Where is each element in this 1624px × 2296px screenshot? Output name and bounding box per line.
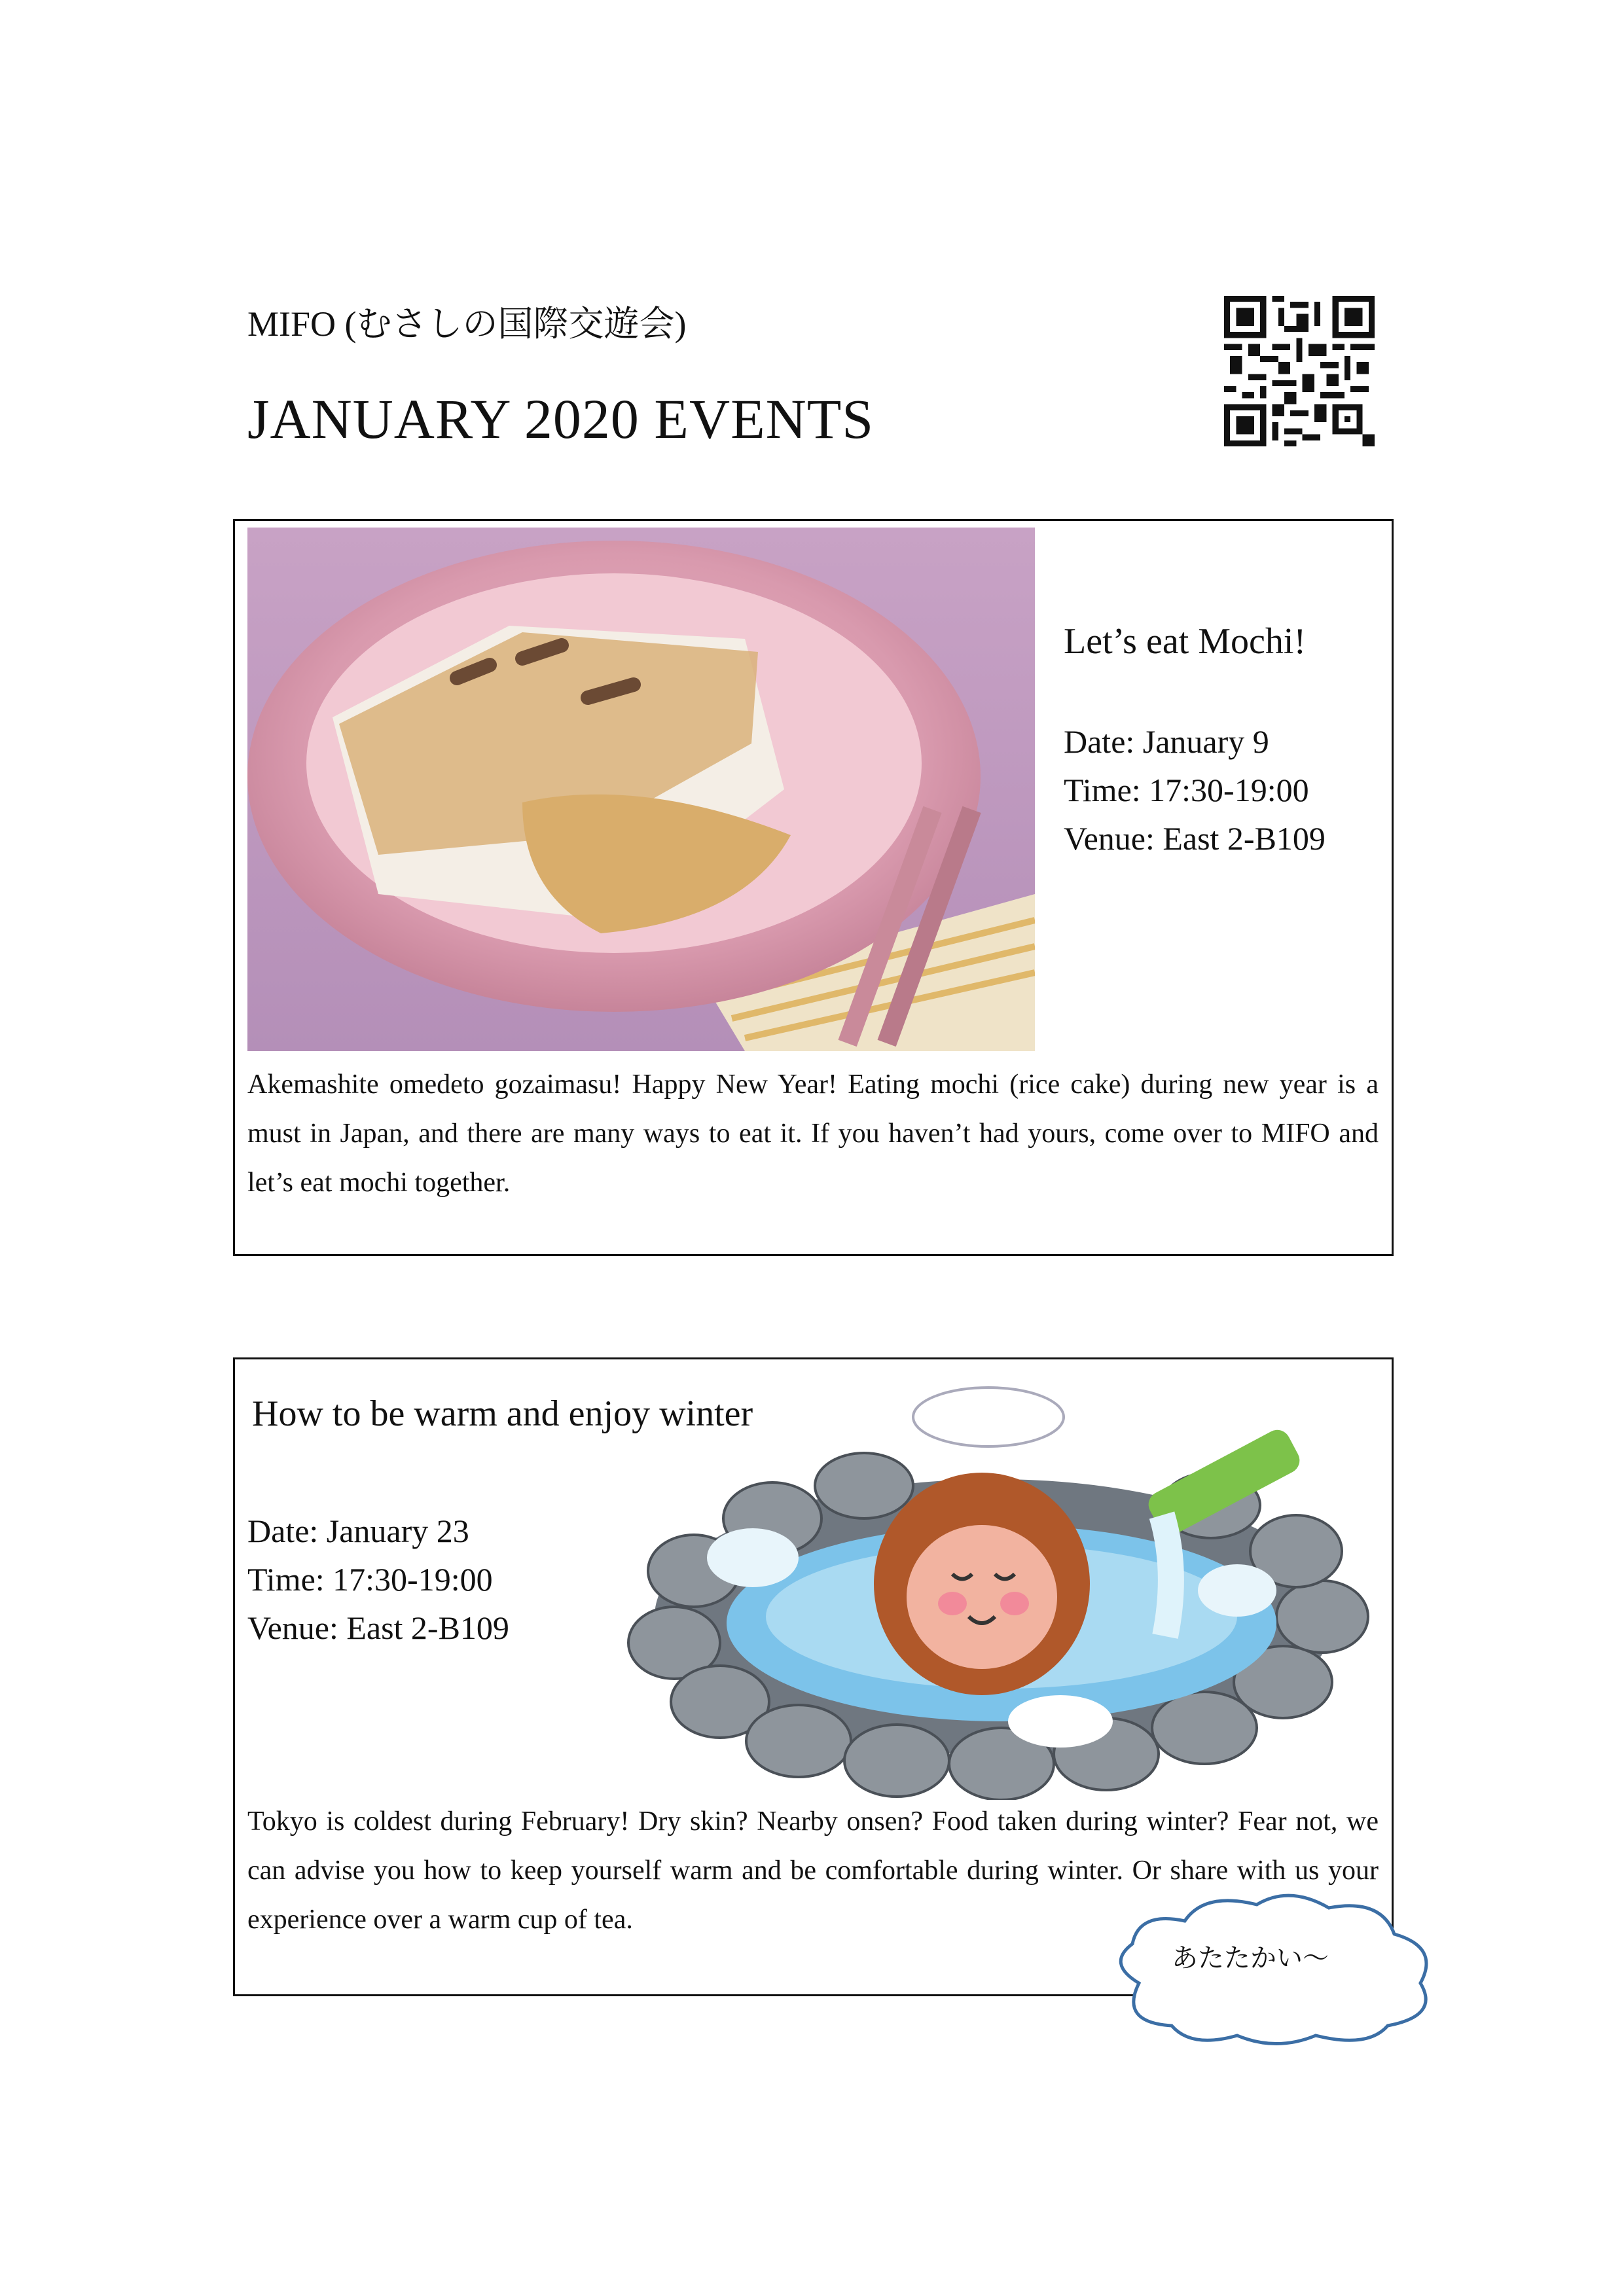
speech-bubble-text: あたたかい〜	[1172, 1943, 1329, 1973]
event-date: Date: January 9	[1064, 723, 1269, 760]
mochi-photo	[247, 528, 1035, 1051]
organization-name: MIFO (むさしの国際交遊会)	[247, 304, 687, 344]
event-description: Tokyo is coldest during February! Dry skin? Nearby onsen? Food taken during winter? Fear not, we can advise you how to keep yourself warm and be comfortable during winter. Or share with us your experience over a warm cup of tea.	[247, 1806, 1379, 1935]
event-title: How to be warm and enjoy winter	[252, 1393, 753, 1434]
event-details	[247, 1507, 509, 1652]
event-title: Let’s eat Mochi!	[1064, 621, 1307, 662]
event-details	[1064, 717, 1326, 863]
event-venue: Venue: East 2-B109	[247, 1609, 509, 1646]
event-time: Time: 17:30-19:00	[247, 1561, 493, 1598]
event-date: Date: January 23	[247, 1513, 469, 1549]
event-description: Akemashite omedeto gozaimasu! Happy New Year! Eating mochi (rice cake) during new year is a must in Japan, and there are many ways to eat it. If you haven’t had yours, come over to MIFO and let’s eat mochi together.	[247, 1069, 1379, 1198]
qr-code	[1224, 296, 1375, 446]
event-time: Time: 17:30-19:00	[1064, 772, 1309, 808]
page-title: JANUARY 2020 EVENTS	[247, 387, 875, 450]
event-venue: Venue: East 2-B109	[1064, 820, 1326, 857]
